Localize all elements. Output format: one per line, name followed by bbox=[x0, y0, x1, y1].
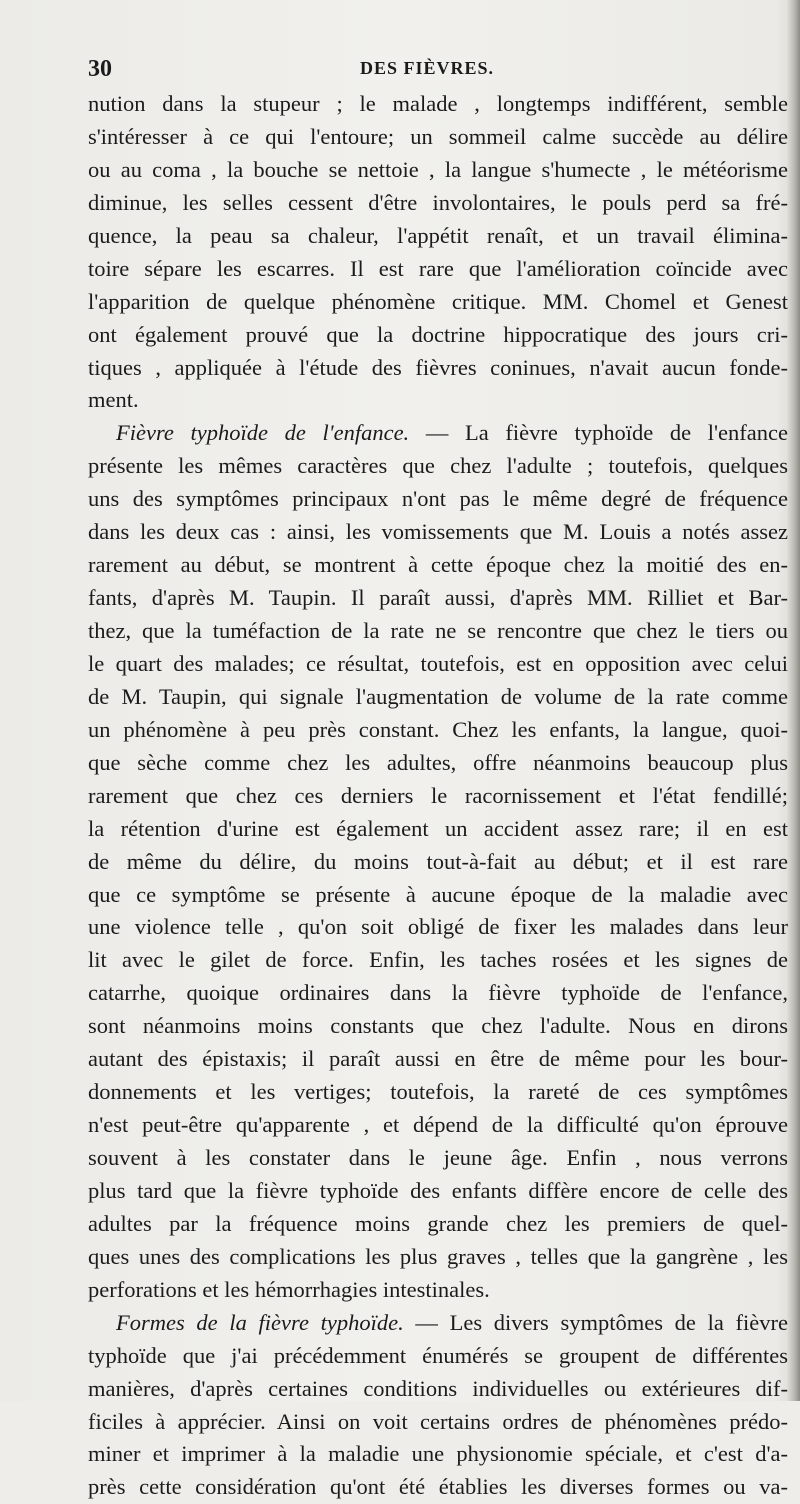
text-line: manières, d'après certaines conditions individuelles ou extérieures dif- bbox=[88, 1375, 788, 1401]
text-line: miner et imprimer à la maladie une physionomie spéciale, et c'est d'a- bbox=[88, 1441, 788, 1467]
text-line: dans les deux cas : ainsi, les vomissements que M. Louis a notés assez bbox=[88, 519, 788, 545]
section-heading-enfance: Fièvre typhoïde de l'enfance. bbox=[116, 420, 410, 446]
text-line: de même du délire, du moins tout-à-fait au début; et il est rare bbox=[88, 848, 788, 874]
text-line: que ce symptôme se présente à aucune époque de la maladie avec bbox=[88, 881, 788, 907]
text-line: s'intéresser à ce qui l'entoure; un sommeil calme succède au délire bbox=[88, 123, 788, 149]
text-line: près cette considération qu'ont été établies les diverses formes ou va- bbox=[88, 1474, 788, 1500]
text-line: présente les mêmes caractères que chez l'adulte ; toutefois, quelques bbox=[88, 453, 788, 479]
text-line: thez, que la tuméfaction de la rate ne se rencontre que chez le tiers ou bbox=[88, 618, 788, 643]
section-heading-formes: Formes de la fièvre typhoïde. bbox=[116, 1309, 404, 1335]
text-line: quence, la peau sa chaleur, l'appétit renaît, et un travail élimina- bbox=[88, 222, 788, 248]
text-line: uns des symptômes principaux n'ont pas le même degré de fréquence bbox=[88, 486, 788, 512]
text-line: le quart des malades; ce résultat, toutefois, est en opposition avec celui bbox=[88, 650, 788, 676]
section-heading-line bbox=[88, 417, 788, 450]
text-line: ques unes des complications les plus graves , telles que la gangrène , les bbox=[88, 1243, 788, 1269]
text-line: l'apparition de quelque phénomène critique. MM. Chomel et Genest bbox=[88, 288, 788, 314]
text-line: de M. Taupin, qui signale l'augmentation de volume de la rate comme bbox=[88, 683, 788, 709]
body-text bbox=[88, 88, 788, 1504]
text-line: souvent à les constater dans le jeune âge. Enfin , nous verrons bbox=[88, 1145, 788, 1170]
text-line: autant des épistaxis; il paraît aussi en être de même pour les bour- bbox=[88, 1046, 788, 1072]
text-line: tiques , appliquée à l'étude des fièvres coninues, n'avait aucun fonde- bbox=[88, 354, 788, 380]
text-line: nution dans la stupeur ; le malade , longtemps indifférent, semble bbox=[88, 91, 788, 116]
section-heading-line bbox=[88, 1307, 788, 1340]
text-line: n'est peut-être qu'apparente , et dépend de la difficulté qu'on éprouve bbox=[88, 1112, 788, 1138]
section-text-enfance: — La fièvre typhoïde de l'enfance bbox=[409, 420, 788, 446]
page-edge-shadow bbox=[786, 0, 800, 1401]
text-line: catarrhe, quoique ordinaires dans la fièvre typhoïde de l'enfance, bbox=[88, 980, 788, 1006]
text-line: ont également prouvé que la doctrine hippocratique des jours cri- bbox=[88, 321, 788, 347]
text-line: adultes par la fréquence moins grande chez les premiers de quel- bbox=[88, 1210, 788, 1236]
page-header bbox=[88, 54, 788, 84]
text-line: ficiles à apprécier. Ainsi on voit certains ordres de phénomènes prédo- bbox=[88, 1408, 788, 1434]
running-head: DES FIÈVRES. bbox=[360, 58, 495, 78]
text-line: la rétention d'urine est également un accident assez rare; il en est bbox=[88, 815, 788, 841]
text-line: typhoïde que j'ai précédemment énumérés se groupent de différentes bbox=[88, 1342, 788, 1368]
text-line: que sèche comme chez les adultes, offre néanmoins beaucoup plus bbox=[88, 749, 788, 775]
page-number: 30 bbox=[88, 56, 112, 82]
text-line: lit avec le gilet de force. Enfin, les taches rosées et les signes de bbox=[88, 947, 788, 973]
text-line: un phénomène à peu près constant. Chez les enfants, la langue, quoi- bbox=[88, 716, 788, 742]
text-line: sont néanmoins moins constants que chez l'adulte. Nous en dirons bbox=[88, 1013, 788, 1039]
text-line: ou au coma , la bouche se nettoie , la langue s'humecte , le météorisme bbox=[88, 156, 788, 182]
text-line: donnements et les vertiges; toutefois, la rareté de ces symptômes bbox=[88, 1079, 788, 1105]
text-line: plus tard que la fièvre typhoïde des enfants diffère encore de celle des bbox=[88, 1177, 788, 1203]
text-line: perforations et les hémorrhagies intestinales. bbox=[88, 1276, 490, 1302]
text-line: une violence telle , qu'on soit obligé de fixer les malades dans leur bbox=[88, 914, 788, 940]
text-line: fants, d'après M. Taupin. Il paraît aussi, d'après MM. Rilliet et Bar- bbox=[88, 585, 788, 611]
section-text-formes: — Les divers symptômes de la fièvre bbox=[403, 1309, 788, 1335]
text-line: rarement au début, se montrent à cette époque chez la moitié des en- bbox=[88, 552, 788, 578]
text-line: diminue, les selles cessent d'être involontaires, le pouls perd sa fré- bbox=[88, 189, 788, 215]
text-line: rarement que chez ces derniers le racornissement et l'état fendillé; bbox=[88, 782, 788, 808]
text-line: toire sépare les escarres. Il est rare que l'amélioration coïncide avec bbox=[88, 255, 788, 281]
text-line: ment. bbox=[88, 387, 139, 413]
